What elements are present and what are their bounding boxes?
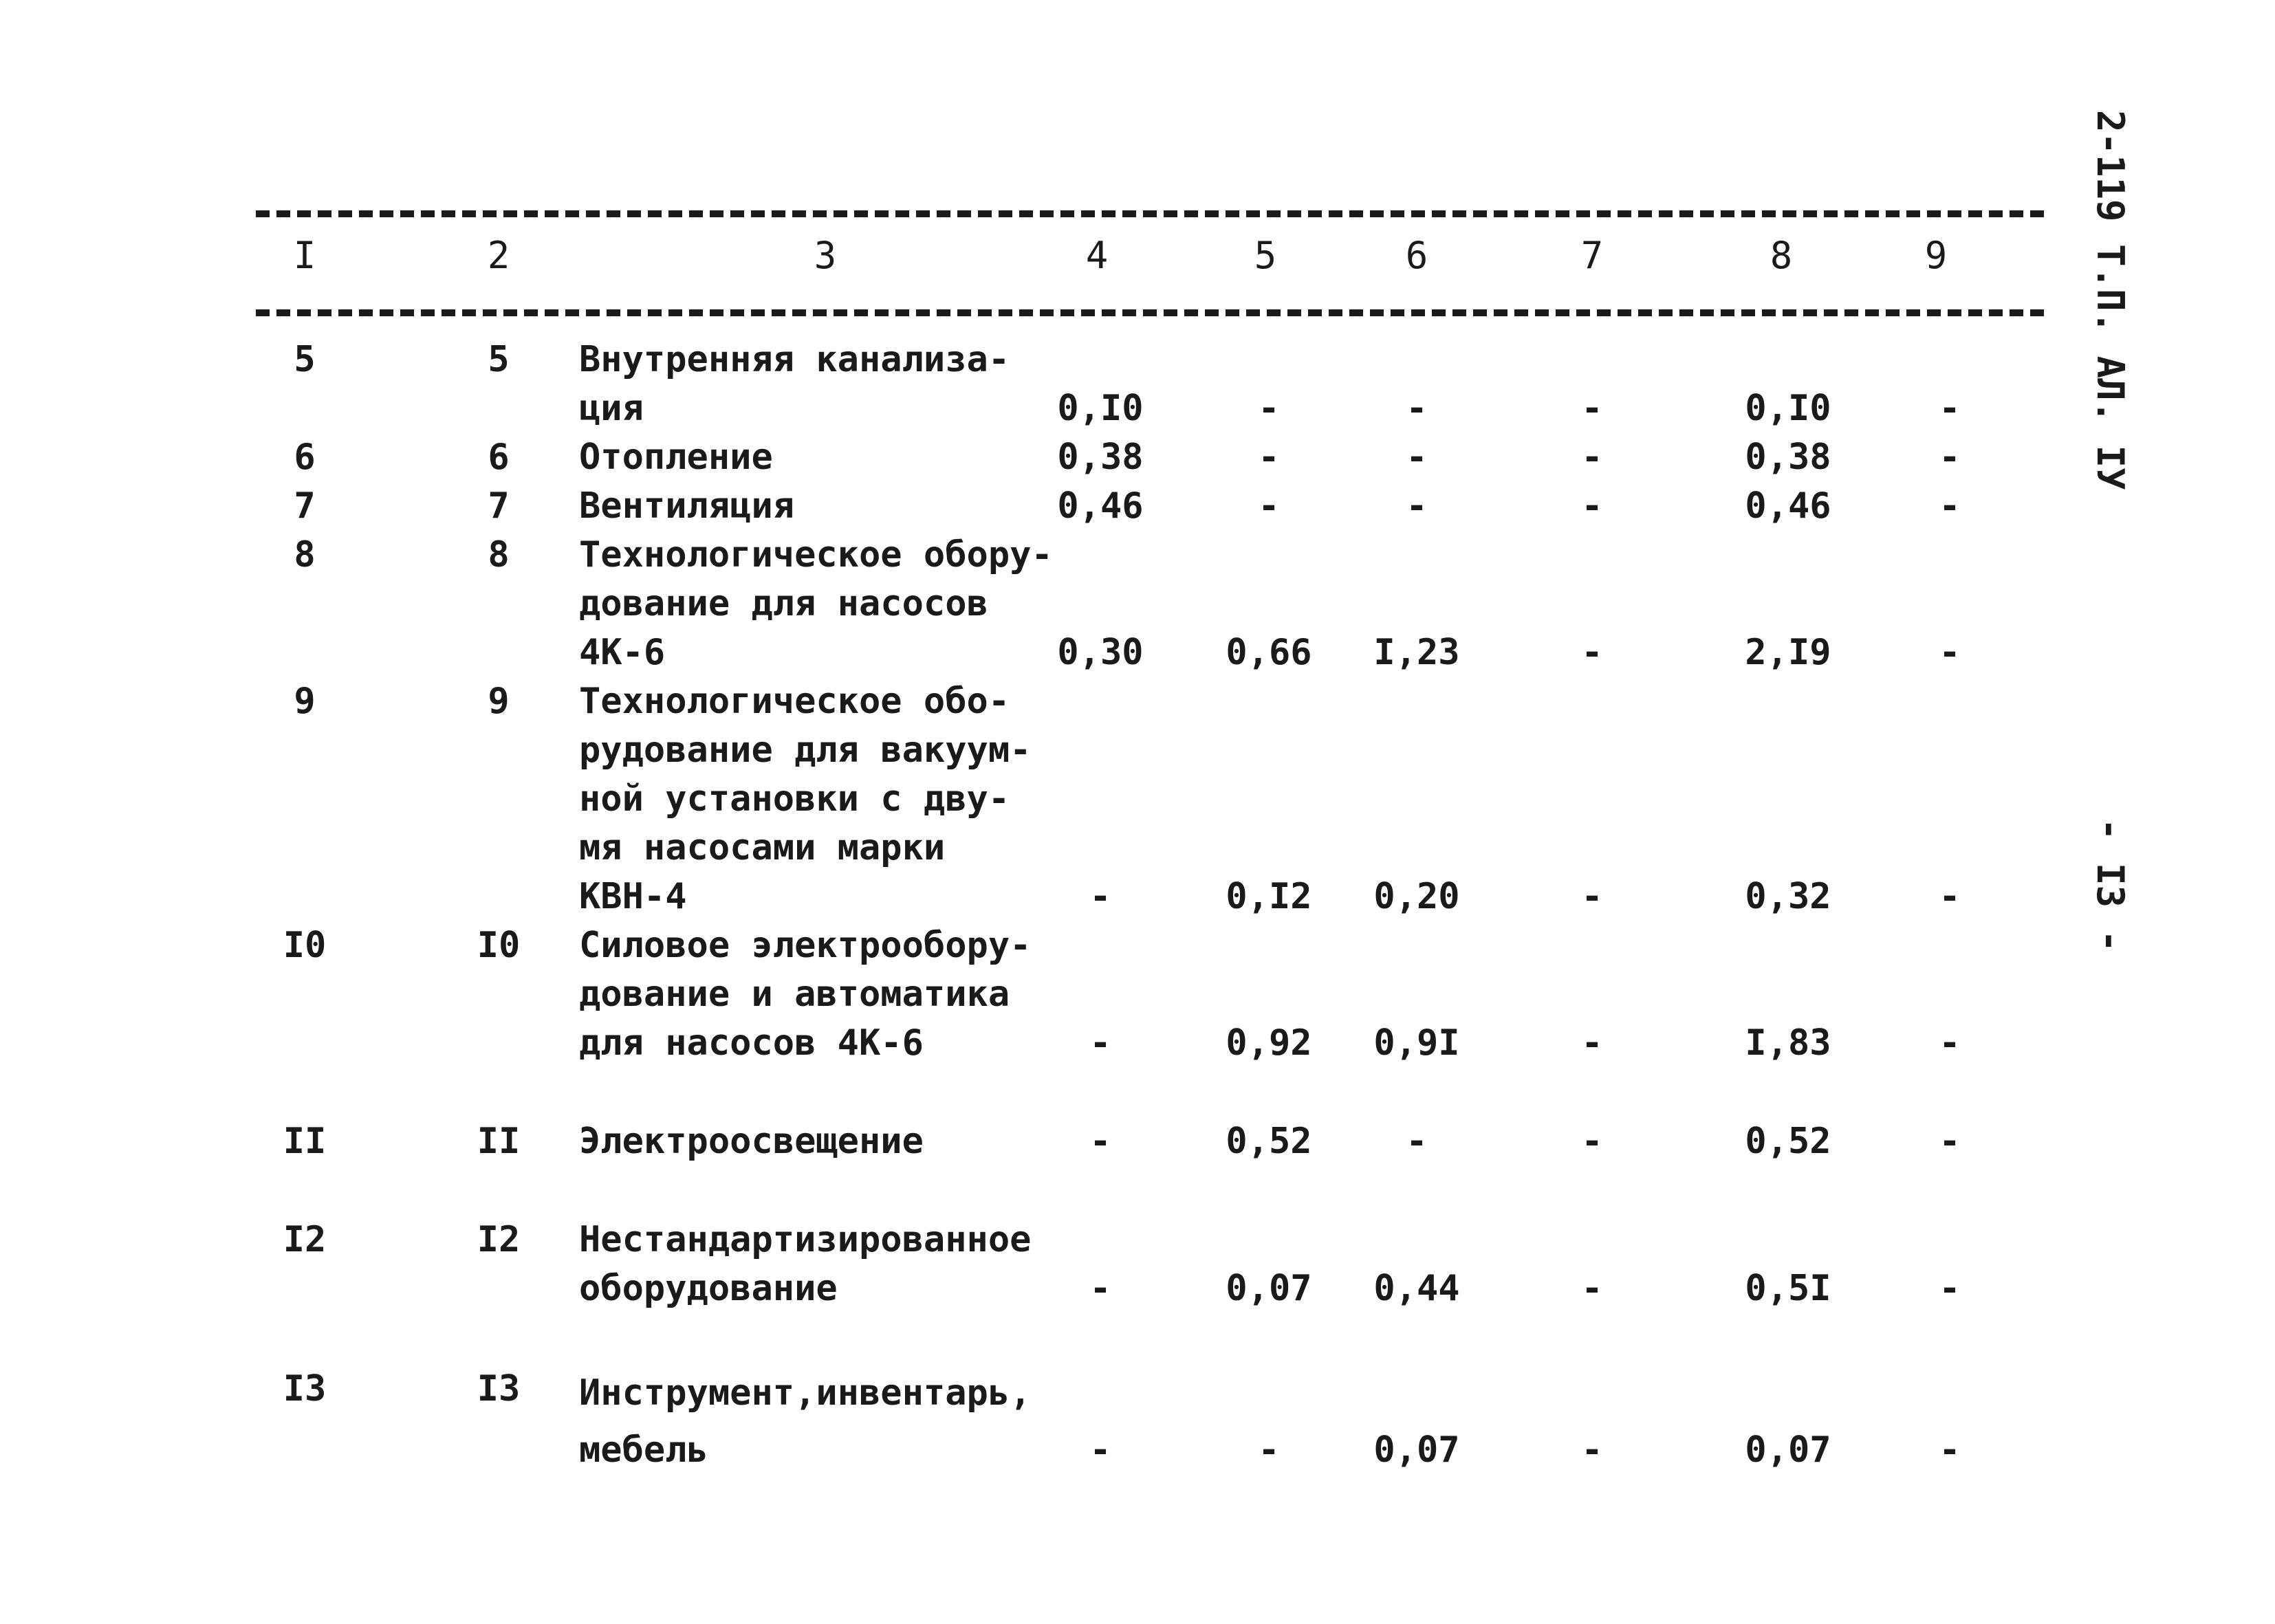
row-number: 9 (294, 681, 316, 722)
row-col5: 0,66 (1226, 632, 1312, 673)
row-col7: - (1581, 1022, 1603, 1064)
row-description: Нестандартизированное оборудование (579, 1219, 1032, 1309)
row-col4: - (1089, 1121, 1111, 1162)
row-col9: - (1939, 876, 1961, 917)
column-header-5: 5 (1254, 234, 1277, 277)
row-col6: - (1406, 388, 1428, 429)
row-col8: 0,07 (1745, 1429, 1831, 1471)
row-description: Технологическое обору- дование для насосов 4К-6 (579, 534, 1053, 673)
row-number: I2 (283, 1219, 327, 1260)
row-col7: - (1581, 388, 1603, 429)
row-col9: - (1939, 1022, 1961, 1064)
header-top-rule (256, 210, 2044, 217)
row-position: II (477, 1121, 521, 1162)
row-col6: 0,44 (1373, 1268, 1460, 1309)
column-header-3: 3 (814, 234, 837, 277)
row-col7: - (1581, 1268, 1603, 1309)
row-col9: - (1939, 1268, 1961, 1309)
row-col9: - (1939, 1429, 1961, 1471)
column-header-6: 6 (1405, 234, 1428, 277)
row-position: I2 (477, 1219, 521, 1260)
row-col7: - (1581, 632, 1603, 673)
page-number: - I3 - (2089, 818, 2132, 953)
row-description: Вентиляция (579, 485, 795, 527)
row-col9: - (1939, 388, 1961, 429)
row-col5: 0,I2 (1226, 876, 1312, 917)
row-col5: - (1258, 437, 1280, 478)
row-col4: - (1089, 1429, 1111, 1471)
row-position: 7 (488, 485, 510, 527)
row-col6: I,23 (1373, 632, 1460, 673)
row-col7: - (1581, 485, 1603, 527)
row-col5: - (1258, 485, 1280, 527)
row-number: I3 (283, 1368, 327, 1409)
row-col4: 0,30 (1057, 632, 1144, 673)
row-col4: 0,38 (1057, 437, 1144, 478)
row-position: 9 (488, 681, 510, 722)
column-header-8: 8 (1770, 234, 1793, 277)
row-col6: 0,07 (1373, 1429, 1460, 1471)
row-col6: 0,9I (1373, 1022, 1460, 1064)
row-number: 7 (294, 485, 316, 527)
row-col4: 0,46 (1057, 485, 1144, 527)
row-col5: 0,52 (1226, 1121, 1312, 1162)
row-col9: - (1939, 632, 1961, 673)
row-number: I0 (283, 925, 327, 966)
row-col6: 0,20 (1373, 876, 1460, 917)
row-description: Электроосвещение (579, 1121, 924, 1162)
row-col6: - (1406, 485, 1428, 527)
column-header-4: 4 (1085, 234, 1109, 277)
column-header-7: 7 (1580, 234, 1604, 277)
row-col5: - (1258, 1429, 1280, 1471)
row-col4: - (1089, 1022, 1111, 1064)
row-col6: - (1406, 1121, 1428, 1162)
row-col9: - (1939, 1121, 1961, 1162)
row-description: Технологическое обо- рудование для вакуум- ной установки с дву- мя насосами марки КВН-4 (579, 681, 1032, 917)
row-col7: - (1581, 1429, 1603, 1471)
row-col7: - (1581, 437, 1603, 478)
row-col7: - (1581, 1121, 1603, 1162)
row-col9: - (1939, 485, 1961, 527)
row-number: II (283, 1121, 327, 1162)
row-col5: 0,07 (1226, 1268, 1312, 1309)
column-header-2: 2 (487, 234, 510, 277)
column-header-1: I (293, 234, 316, 277)
row-col5: 0,92 (1226, 1022, 1312, 1064)
header-bottom-rule (256, 309, 2044, 316)
row-description: Силовое электрообору- дование и автоматика для насосов 4К-6 (579, 925, 1032, 1064)
row-col8: 0,32 (1745, 876, 1831, 917)
side-document-code: 2-119 Т.П. АЛ. IУ (2089, 110, 2132, 490)
row-col8: 2,I9 (1745, 632, 1831, 673)
row-col7: - (1581, 876, 1603, 917)
row-description: Отопление (579, 437, 773, 478)
row-number: 8 (294, 534, 316, 575)
row-col5: - (1258, 388, 1280, 429)
row-col9: - (1939, 437, 1961, 478)
row-col8: 0,5I (1745, 1268, 1831, 1309)
column-header-9: 9 (1924, 234, 1948, 277)
row-col8: I,83 (1745, 1022, 1831, 1064)
row-position: 6 (488, 437, 510, 478)
row-col8: 0,46 (1745, 485, 1831, 527)
row-number: 6 (294, 437, 316, 478)
row-col4: - (1089, 1268, 1111, 1309)
row-number: 5 (294, 339, 316, 380)
row-position: 5 (488, 339, 510, 380)
row-description: Внутренняя канализа- ция (579, 339, 1010, 429)
row-col4: - (1089, 876, 1111, 917)
row-col8: 0,I0 (1745, 388, 1831, 429)
row-description: Инструмент,инвентарь, мебель (579, 1372, 1032, 1471)
row-position: I3 (477, 1368, 521, 1409)
row-position: 8 (488, 534, 510, 575)
row-col8: 0,52 (1745, 1121, 1831, 1162)
row-col8: 0,38 (1745, 437, 1831, 478)
row-col4: 0,I0 (1057, 388, 1144, 429)
row-col6: - (1406, 437, 1428, 478)
row-position: I0 (477, 925, 521, 966)
